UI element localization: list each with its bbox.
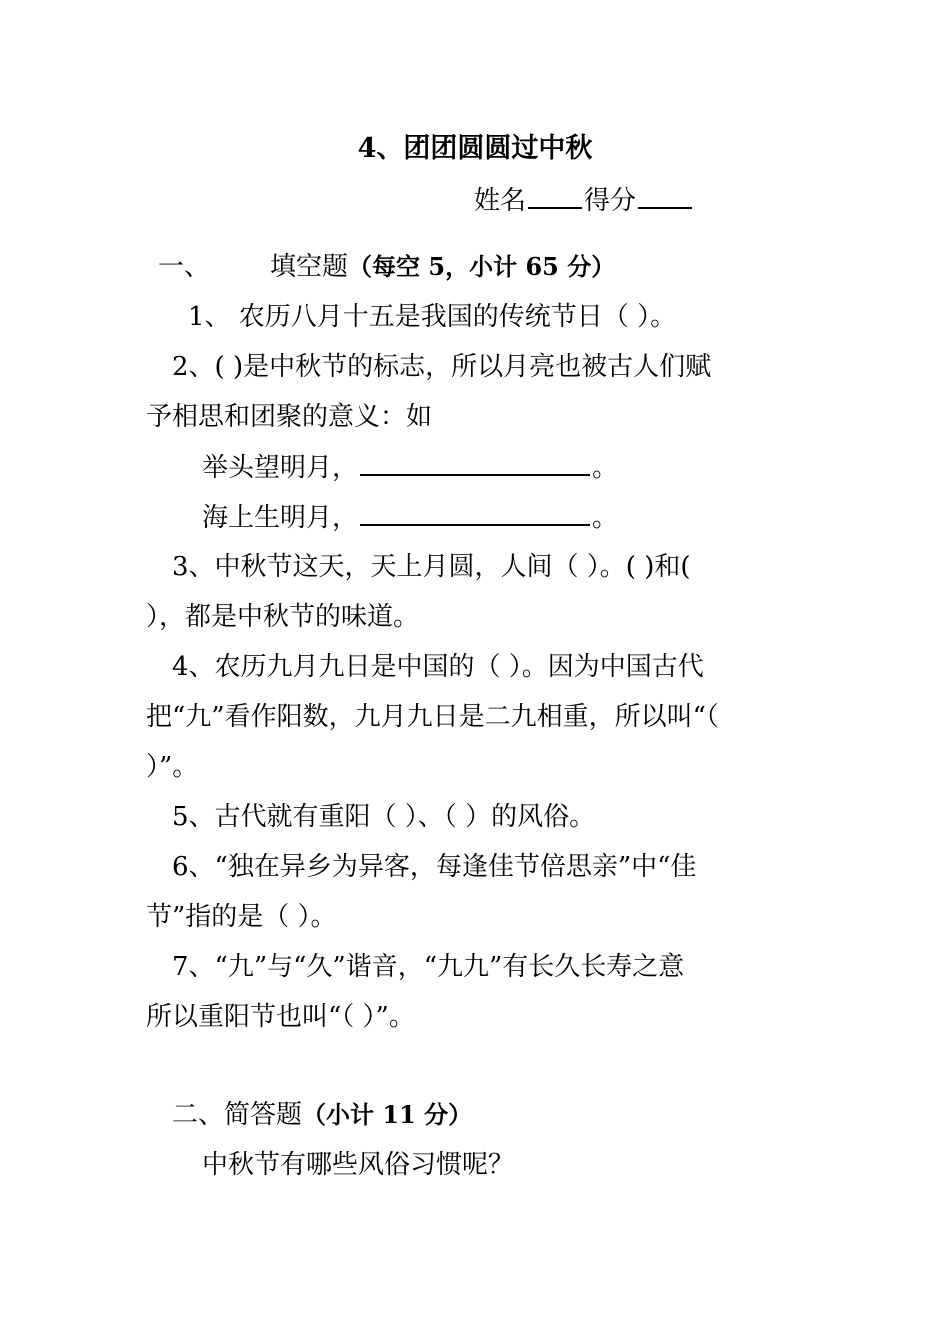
section2-heading <box>172 1098 472 1132</box>
poem-2-prefix: 海上生明月， <box>202 503 359 533</box>
question-3-line2: ），都是中秋节的味道。 <box>146 602 420 632</box>
section2-title: 二、简答题 <box>172 1100 303 1130</box>
student-info-row <box>474 184 694 218</box>
question-2-line1: 2、( )是中秋节的标志，所以月亮也被古人们赋 <box>172 352 712 382</box>
poem-2-blank[interactable] <box>360 500 590 526</box>
question-6-line1: 6、“独在异乡为异客，每逢佳节倍思亲”中“佳 <box>172 852 697 882</box>
worksheet-title: 4、团团圆圆过中秋 <box>357 133 593 164</box>
poem-line-2 <box>202 500 618 535</box>
poem-2-suffix: 。 <box>592 503 619 533</box>
question-5: 5、古代就有重阳（ ）、（ ）的风俗。 <box>172 802 596 832</box>
section1-note: （每空 5，小计 65 分） <box>348 252 616 281</box>
poem-1-suffix: 。 <box>592 453 619 483</box>
question-7-line2: 所以重阳节也叫“（ ）”。 <box>146 1002 415 1032</box>
poem-1-prefix: 举头望明月， <box>202 453 359 483</box>
score-label: 得分 <box>584 186 637 216</box>
question-3-line1: 3、中秋节这天，天上月圆，人间（ ）。( )和( <box>172 552 691 582</box>
section1-title: 填空题 <box>270 252 349 282</box>
section2-note: （小计 11 分） <box>302 1100 473 1129</box>
score-blank[interactable] <box>638 185 692 209</box>
question-2-line2: 予相思和团聚的意义：如 <box>146 402 433 432</box>
section1-number: 一、 <box>158 252 211 282</box>
question-6-line2: 节”指的是（ ）。 <box>146 902 337 932</box>
section1-heading <box>158 250 615 284</box>
question-4-line2: 把“九”看作阳数，九月九日是二九相重，所以叫“（ <box>146 702 719 732</box>
question-4-line3: ）”。 <box>146 752 199 782</box>
poem-line-1 <box>202 450 618 485</box>
question-7-line1: 7、“九”与“久”谐音，“九九”有长久长寿之意 <box>172 952 685 982</box>
section2-question: 中秋节有哪些风俗习惯呢？ <box>202 1150 515 1180</box>
poem-1-blank[interactable] <box>360 450 590 476</box>
name-blank[interactable] <box>528 185 582 209</box>
question-1: 1、 农历八月十五是我国的传统节日（ ）。 <box>188 302 677 332</box>
name-label: 姓名 <box>474 186 527 216</box>
question-4-line1: 4、农历九月九日是中国的（ ）。因为中国古代 <box>172 652 704 682</box>
